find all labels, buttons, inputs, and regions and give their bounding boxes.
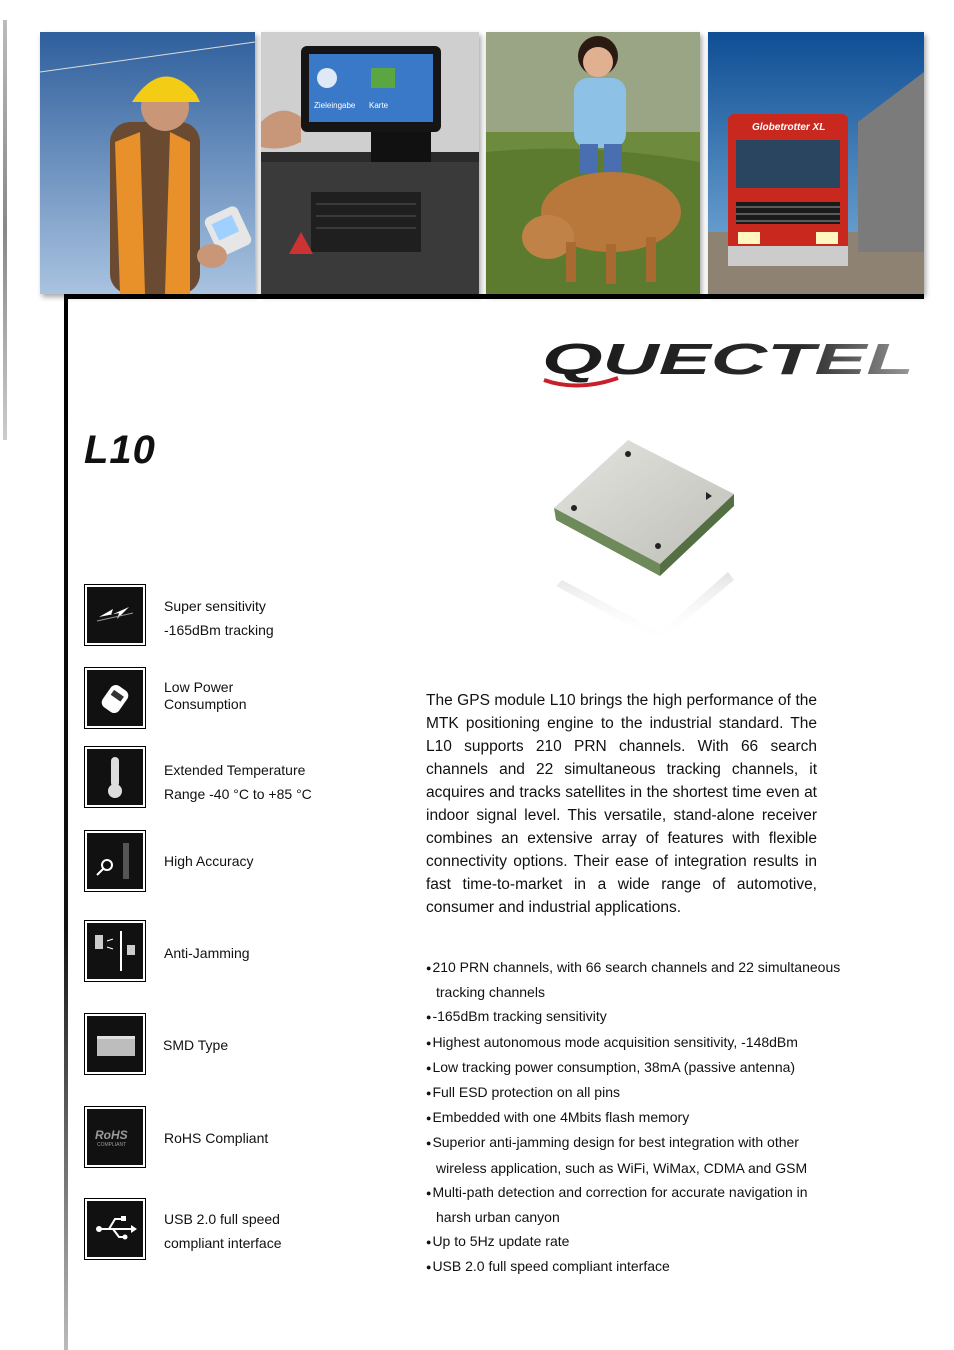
photo-surveyor-with-gps [40, 32, 255, 294]
feature-extended-temperature [84, 746, 404, 808]
rohs-badge-text: RoHS [95, 1128, 128, 1142]
feature-anti-jamming [84, 920, 404, 982]
smd-chip-icon [84, 1013, 146, 1075]
bullet-item: ● -165dBm tracking sensitivity [426, 1004, 846, 1029]
feature-label: Low Power [164, 679, 234, 695]
feature-smd-type [84, 1013, 404, 1075]
feature-usb [84, 1198, 404, 1260]
bullet-item: ● Highest autonomous mode acquisition sensitivity, -148dBm [426, 1030, 846, 1055]
feature-label: USB 2.0 full speed [164, 1211, 280, 1227]
feature-label: Anti-Jamming [164, 945, 250, 961]
feature-label: Extended Temperature [164, 762, 306, 778]
bullet-item: ● Superior anti-jamming design for best integration with other wireless application, such as WiFi, WiMax, CDMA and GSM [426, 1130, 846, 1179]
anti-jamming-icon [84, 920, 146, 982]
nav-screen-button-left: Zieleingabe [314, 101, 356, 110]
logo-text: QUECTEL [542, 340, 914, 384]
feature-label: Consumption [164, 696, 247, 712]
battery-icon [84, 667, 146, 729]
lightning-icon [84, 584, 146, 646]
rohs-icon [84, 1106, 146, 1168]
feature-rohs [84, 1106, 404, 1168]
product-description: The GPS module L10 brings the high performance of the MTK positioning engine to the industrial standard. The L10 supports 210 PRN channels. With 66 search channels and 22 simultaneous tracking channels, it acquires and tracks satellites in the shortest time even at indoor signal level. This versatile, stand-alone receiver combines an extensive array of features with flexible connectivity options. Their ease of integration results in fast time-to-market in a wide range of automotive, consumer and industrial applications. [426, 692, 817, 916]
feature-label: SMD Type [163, 1037, 229, 1053]
header-rule [64, 294, 924, 299]
bullet-item: ● Embedded with one 4Mbits flash memory [426, 1105, 846, 1130]
accuracy-icon [84, 830, 146, 892]
quectel-logo [538, 340, 918, 396]
product-title: L10 [84, 428, 156, 472]
thermometer-icon [84, 746, 146, 808]
bullet-item: ● Full ESD protection on all pins [426, 1080, 846, 1105]
main-vertical-rule [64, 294, 68, 1350]
bullet-item: ● Up to 5Hz update rate [426, 1229, 846, 1254]
feature-label: Super sensitivity [164, 598, 266, 614]
feature-super-sensitivity [84, 584, 404, 646]
bullet-item: ● Low tracking power consumption, 38mA (passive antenna) [426, 1055, 846, 1080]
feature-label: High Accuracy [164, 853, 254, 869]
feature-label: -165dBm tracking [164, 622, 274, 638]
feature-bullet-list [426, 955, 846, 1280]
feature-label: compliant interface [164, 1235, 282, 1251]
feature-low-power [84, 667, 404, 729]
bullet-item: ● USB 2.0 full speed compliant interface [426, 1254, 846, 1279]
photo-child-with-dog [486, 32, 700, 294]
bullet-item: ● Multi-path detection and correction for accurate navigation in harsh urban canyon [426, 1180, 846, 1229]
truck-brand-text: Globetrotter XL [752, 122, 826, 133]
usb-icon [84, 1198, 146, 1260]
photo-truck [708, 32, 924, 294]
bullet-item: ● 210 PRN channels, with 66 search channels and 22 simultaneous tracking channels [426, 955, 846, 1004]
rohs-badge-subtext: COMPLIANT [97, 1142, 127, 1148]
feature-label: Range -40 °C to +85 °C [164, 786, 312, 802]
left-decorative-rule [3, 20, 7, 440]
gps-module-image [548, 436, 748, 666]
feature-high-accuracy [84, 830, 404, 892]
photo-car-navigation [261, 32, 479, 294]
feature-label: RoHS Compliant [164, 1130, 269, 1146]
nav-screen-button-right: Karte [369, 101, 389, 110]
